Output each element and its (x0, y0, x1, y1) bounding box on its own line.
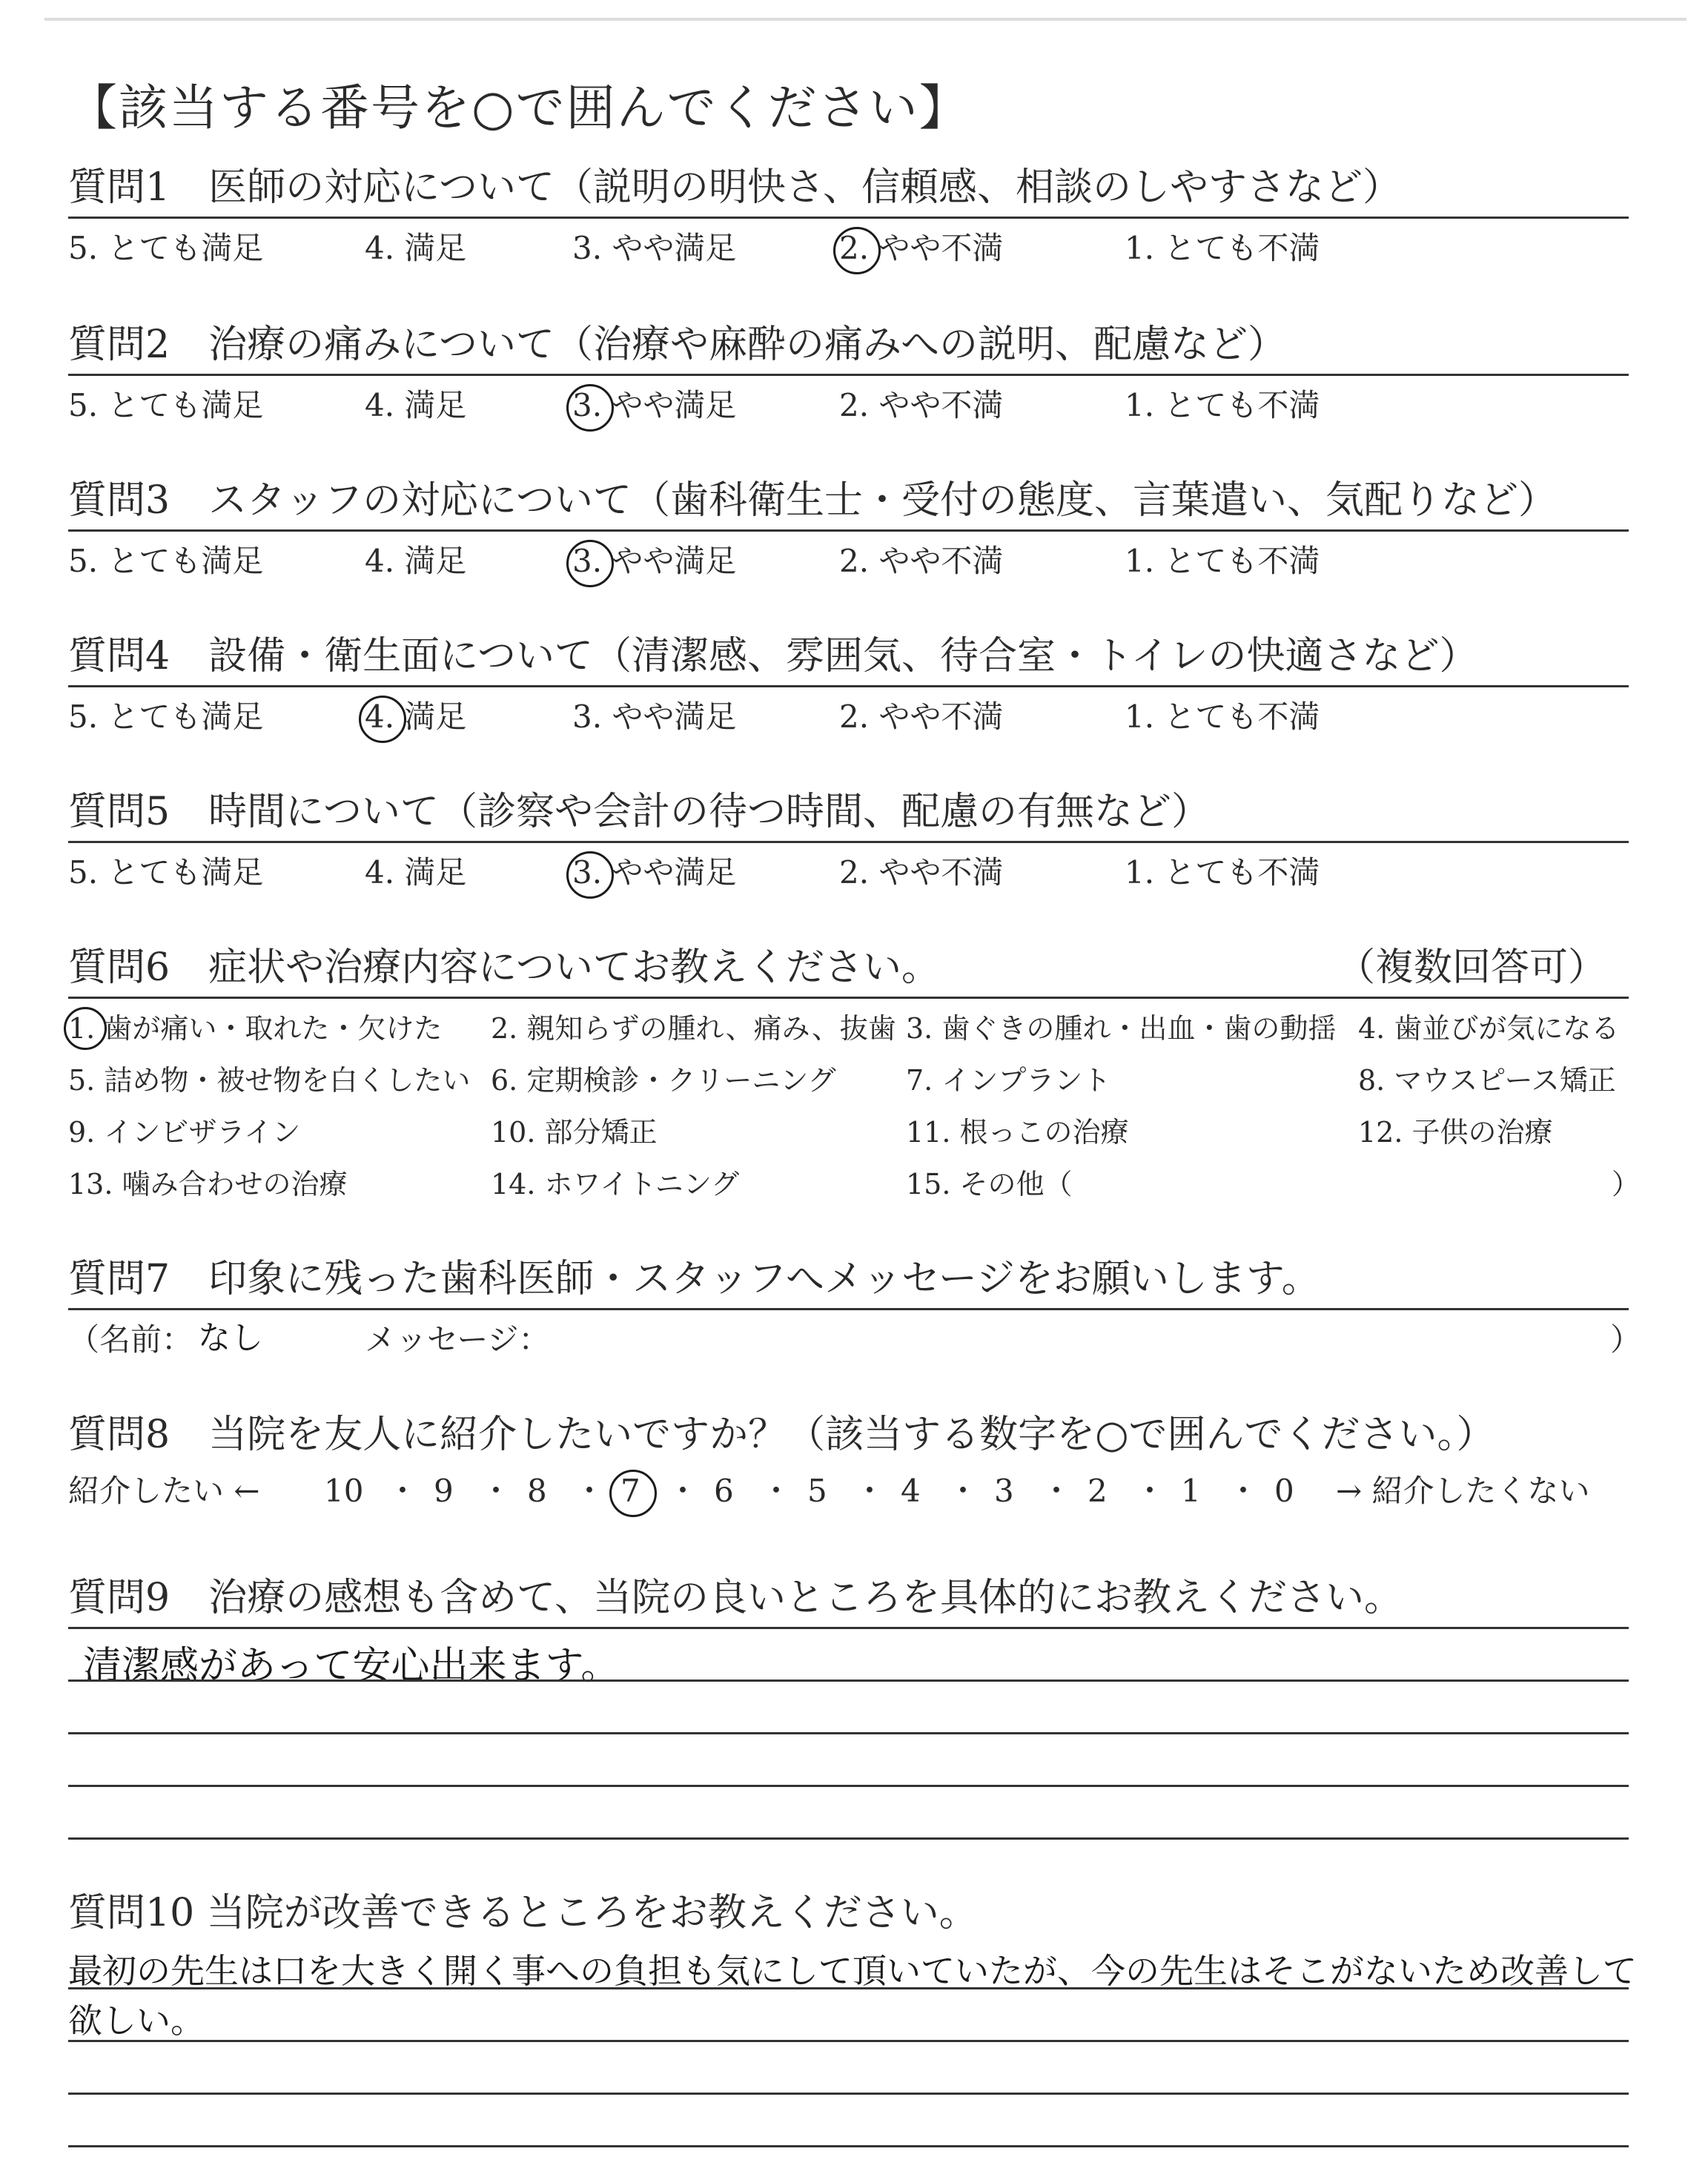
question-3-rule (68, 529, 1629, 532)
q6-item-7[interactable]: 7. インプラント (906, 1064, 1111, 1097)
q8-dot: ・ (480, 1473, 512, 1509)
question-5 (68, 786, 1629, 891)
q10-line-2 (68, 2040, 1629, 2042)
q6-selected-circle (64, 1007, 107, 1050)
q2-option-5[interactable]: 5. とても満足 (68, 387, 264, 423)
question-1 (68, 162, 1629, 266)
q8-dot: ・ (667, 1473, 699, 1509)
q8-scale-3[interactable]: 3 (994, 1473, 1014, 1509)
q6-item-1[interactable]: 1. 歯が痛い・取れた・欠けた (68, 1012, 443, 1045)
question-3 (68, 475, 1629, 579)
q9-line-5 (68, 1837, 1629, 1840)
q9-line-4 (68, 1785, 1629, 1787)
q10-line-1 (68, 1987, 1629, 1989)
q5-option-1[interactable]: 1. とても不満 (1125, 854, 1320, 891)
q10-answer-line-2[interactable]: 欲しい。 (68, 2001, 205, 2041)
question-2-rule (68, 374, 1629, 376)
question-2-title: 質問2 治療の痛みについて（治療や麻酔の痛みへの説明、配慮など） (68, 323, 1287, 367)
q6-item-3[interactable]: 3. 歯ぐきの腫れ・出血・歯の動揺 (906, 1012, 1337, 1045)
question-9 (68, 1572, 1629, 1688)
question-4-rule (68, 685, 1629, 687)
question-4-title: 質問4 設備・衛生面について（清潔感、雰囲気、待合室・トイレの快適さなど） (68, 634, 1478, 678)
q5-option-3[interactable]: 3. やや満足 (572, 854, 737, 891)
question-5-title: 質問5 時間について（診察や会計の待つ時間、配慮の有無など） (68, 790, 1211, 834)
q4-option-5[interactable]: 5. とても満足 (68, 698, 264, 735)
q9-answer[interactable]: 清潔感があって安心出来ます。 (83, 1644, 620, 1688)
q8-scale-10[interactable]: 10 (324, 1473, 364, 1509)
q8-scale-6[interactable]: 6 (714, 1473, 734, 1509)
q6-item-14[interactable]: 14. ホワイトニング (491, 1168, 740, 1200)
question-10 (68, 1887, 1637, 2041)
q3-option-4[interactable]: 4. 満足 (365, 543, 467, 579)
q8-dot: ・ (1134, 1473, 1166, 1509)
q4-option-1[interactable]: 1. とても不満 (1125, 698, 1320, 735)
q8-scale-4[interactable]: 4 (901, 1473, 921, 1509)
question-2 (68, 319, 1629, 423)
question-7-rule (68, 1308, 1629, 1310)
q8-scale-8[interactable]: 8 (527, 1473, 547, 1509)
question-1-title: 質問1 医師の対応について（説明の明快さ、信頼感、相談のしやすさなど） (68, 165, 1401, 210)
q10-line-4 (68, 2145, 1629, 2147)
q6-item-10[interactable]: 10. 部分矯正 (491, 1116, 658, 1149)
q3-option-5[interactable]: 5. とても満足 (68, 543, 264, 579)
q8-dot: ・ (387, 1473, 419, 1509)
question-6 (68, 942, 1641, 1200)
q4-option-4[interactable]: 4. 満足 (365, 698, 467, 735)
q2-option-2[interactable]: 2. やや不満 (839, 387, 1004, 423)
q3-option-3[interactable]: 3. やや満足 (572, 543, 737, 579)
q5-selected-circle (566, 851, 614, 899)
q7-message-label: メッセージ： (365, 1321, 550, 1358)
q6-item-6[interactable]: 6. 定期検診・クリーニング (491, 1064, 836, 1097)
form-heading: 【該当する番号を○で囲んでください】 (68, 79, 970, 136)
q3-option-1[interactable]: 1. とても不満 (1125, 543, 1320, 579)
q1-option-4[interactable]: 4. 満足 (365, 230, 467, 266)
q8-scale-7[interactable]: 7 (620, 1473, 640, 1509)
question-7 (68, 1253, 1642, 1358)
q2-option-4[interactable]: 4. 満足 (365, 387, 467, 423)
q10-answer-line-1[interactable]: 最初の先生は口を大きく開く事への負担も気にして頂いていたが、今の先生はそこがないため改善して (68, 1951, 1637, 1991)
q5-option-5[interactable]: 5. とても満足 (68, 854, 264, 891)
question-6-title: 質問6 症状や治療内容についてお教えください。 (68, 945, 941, 990)
q8-scale-0[interactable]: 0 (1274, 1473, 1294, 1509)
question-8 (68, 1409, 1629, 1509)
q8-dot: ・ (854, 1473, 886, 1509)
q1-option-1[interactable]: 1. とても不満 (1125, 230, 1320, 266)
q4-option-3[interactable]: 3. やや満足 (572, 698, 737, 735)
q9-line-2 (68, 1680, 1629, 1682)
question-10-title: 質問10 当院が改善できるところをお教えください。 (68, 1891, 978, 1935)
q6-other-close: ） (1612, 1168, 1641, 1200)
q8-dot: ・ (947, 1473, 979, 1509)
q6-item-4[interactable]: 4. 歯並びが気になる (1358, 1012, 1620, 1045)
q2-option-1[interactable]: 1. とても不満 (1125, 387, 1320, 423)
question-6-note: （複数回答可） (1336, 945, 1606, 990)
q6-item-2[interactable]: 2. 親知らずの腫れ、痛み、抜歯 (491, 1012, 896, 1045)
question-8-title: 質問8 当院を友人に紹介したいですか？（該当する数字を○で囲んでください。） (68, 1413, 1495, 1457)
q8-dot: ・ (1041, 1473, 1073, 1509)
q6-item-13[interactable]: 13. 噛み合わせの治療 (68, 1168, 348, 1200)
q6-item-12[interactable]: 12. 子供の治療 (1358, 1116, 1553, 1149)
q3-selected-circle (566, 540, 614, 587)
q2-selected-circle (566, 384, 614, 432)
q9-line-3 (68, 1732, 1629, 1734)
question-6-rule (68, 997, 1629, 999)
q4-selected-circle (359, 696, 406, 743)
q1-selected-circle (833, 227, 881, 274)
q8-left-label: 紹介したい ← (68, 1473, 260, 1509)
q8-dot: ・ (1228, 1473, 1260, 1509)
q8-scale-2[interactable]: 2 (1088, 1473, 1108, 1509)
question-4 (68, 630, 1629, 735)
q1-option-5[interactable]: 5. とても満足 (68, 230, 264, 266)
top-border (44, 18, 1687, 21)
question-7-title: 質問7 印象に残った歯科医師・スタッフへメッセージをお願いします。 (68, 1257, 1320, 1301)
q6-item-9[interactable]: 9. インビザライン (68, 1116, 301, 1149)
q8-scale-5[interactable]: 5 (807, 1473, 827, 1509)
q6-item-15-other[interactable]: 15. その他（ (906, 1168, 1073, 1200)
q5-option-4[interactable]: 4. 満足 (365, 854, 467, 891)
q2-option-3[interactable]: 3. やや満足 (572, 387, 737, 423)
q7-name-label: （名前： (68, 1321, 193, 1358)
q4-option-2[interactable]: 2. やや不満 (839, 698, 1004, 735)
q6-item-5[interactable]: 5. 詰め物・被せ物を白くしたい (68, 1064, 471, 1097)
question-3-title: 質問3 スタッフの対応について（歯科衛生士・受付の態度、言葉遣い、気配りなど） (68, 478, 1558, 523)
q7-close-paren: ） (1610, 1321, 1642, 1358)
q5-option-2[interactable]: 2. やや不満 (839, 854, 1004, 891)
question-5-rule (68, 841, 1629, 843)
q8-scale-9[interactable]: 9 (434, 1473, 454, 1509)
q10-line-3 (68, 2093, 1629, 2095)
question-1-rule (68, 217, 1629, 219)
q6-item-8[interactable]: 8. マウスピース矯正 (1358, 1064, 1616, 1097)
q1-option-2[interactable]: 2. やや不満 (839, 230, 1004, 266)
q7-name-field[interactable]: なし (198, 1319, 263, 1357)
q8-scale-1[interactable]: 1 (1181, 1473, 1201, 1509)
q8-selected-circle (609, 1470, 657, 1517)
q8-right-label: → 紹介したくない (1336, 1473, 1590, 1509)
question-9-title: 質問9 治療の感想も含めて、当院の良いところを具体的にお教えください。 (68, 1576, 1403, 1620)
q8-dot: ・ (761, 1473, 792, 1509)
q3-option-2[interactable]: 2. やや不満 (839, 543, 1004, 579)
q9-line-1 (68, 1627, 1629, 1629)
q1-option-3[interactable]: 3. やや満足 (572, 230, 737, 266)
q8-dot: ・ (574, 1473, 606, 1509)
q6-item-11[interactable]: 11. 根っこの治療 (906, 1116, 1129, 1149)
